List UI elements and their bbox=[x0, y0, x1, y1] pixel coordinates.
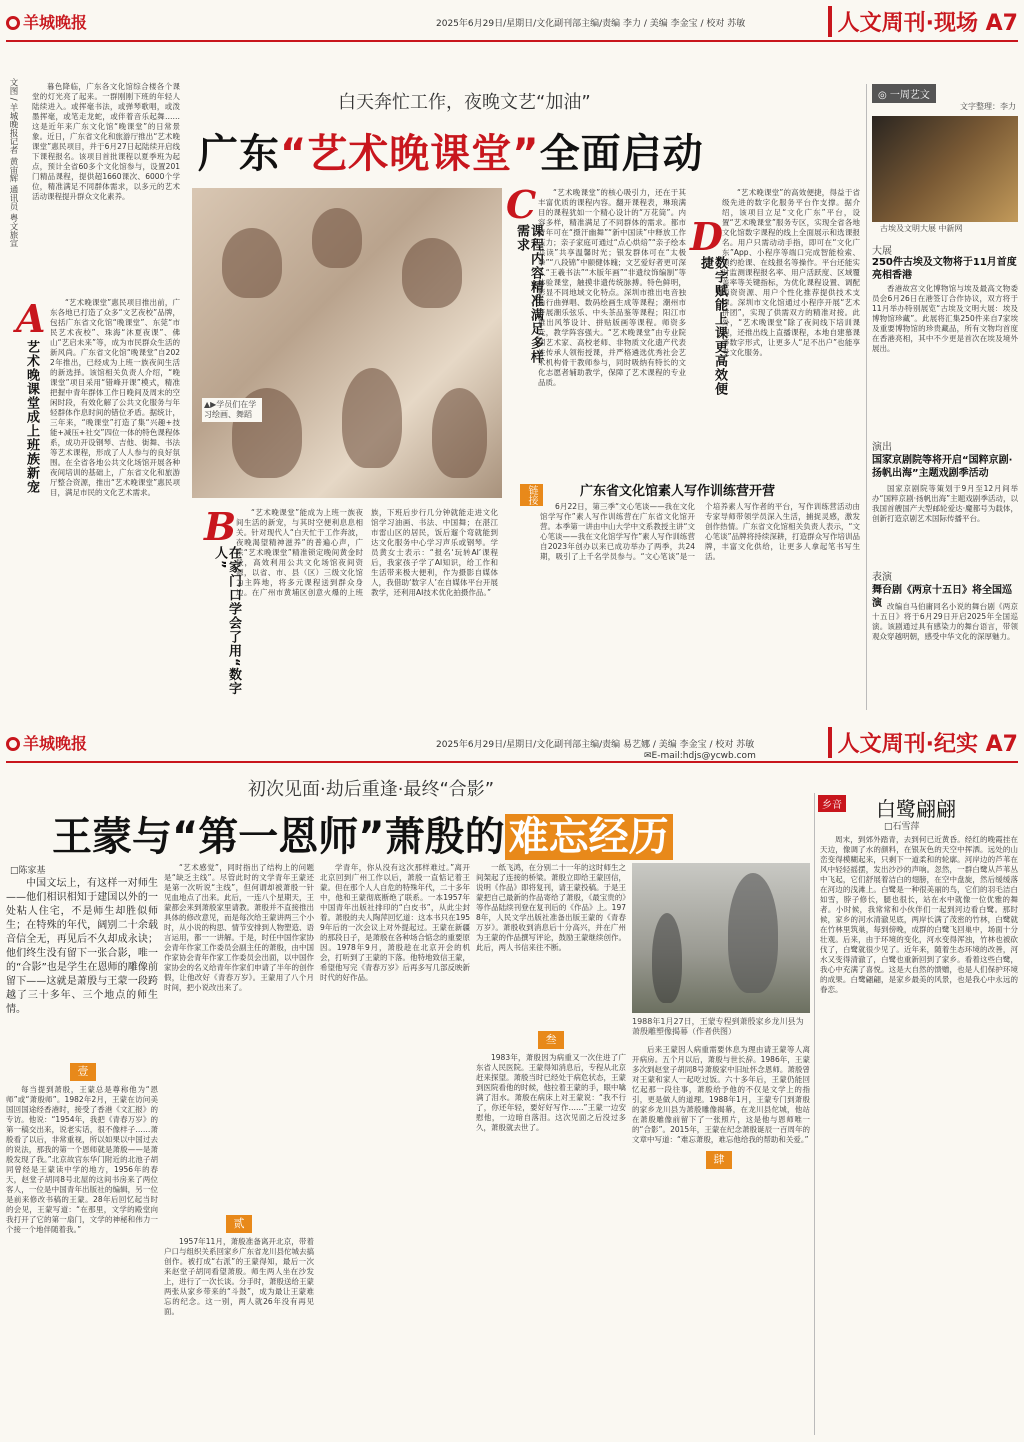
chapter-marker: 壹 bbox=[70, 1063, 96, 1081]
dateline: 2025年6月29日/星期日/文化副刊部主编/责编 易艺娜 / 美编 李金宝 / 校对 苏敏 bbox=[436, 740, 755, 750]
chapter-three-text: 1983年，萧殷因为病重又一次住进了广东省人民医院。王蒙得知消息后，专程从北京赶来探望。萧殷当时已经处于病危状态，王蒙到医院看他的时候，他拉着王蒙的手，眼中噙满了泪水。萧殷在病床上对王蒙说：“我不行了，你还年轻，要好好写作……”王蒙一边安慰他，一边暗自落泪。这次见面之后没过多久，萧殷就去世了。 bbox=[476, 1053, 626, 1132]
photo-caption: ▲▶学员们在学习绘画、舞蹈 bbox=[202, 398, 262, 422]
contact-email: ✉E-mail:hdjs@ycwb.com bbox=[644, 751, 756, 761]
section-title: 人文周刊·现场 A7 bbox=[828, 6, 1018, 37]
section-d-text: “艺术晚课堂”的高效便捷，得益于省级先进的数字化服务平台作支撑。据介绍，该项目立足“文化广东”平台，设置“艺术晚课堂”服务专区，实现全省各地文化馆数字课程的线上全面展示和选课报名。用户只需动动手指，即可在“文化广东”App、小程序等端口完成智能检索、预约抢课、在线报名等操作。平台还能实时监测课程报名率、用户活跃度、区域覆盖率等关键指标，为优化课程设置、调配师资资源、用户个性化推荐提供技术支撑。深圳市文化馆通过小程序开展“艺术拼团”，实现了供需双方的精准对接。此外，“艺术晚课堂”除了夜间线下培训课程，还推出线上直播课程，本地自建慕课等数字形式，让更多人“足不出户”也能享受文化服务。 bbox=[722, 188, 860, 357]
sidebar-editor: 文字整理：李力 bbox=[960, 102, 1016, 111]
chapter-two-end: 一纸飞鸿，在分别二十一年的这时师生之间架起了连接的桥梁。萧殷立即给王蒙回信，说明《作品》即将复刊，请王蒙投稿。于是王蒙把自己最新的作品寄给了萧殷，《最宝贵的》等作品陆续刊登在复刊后的《作品》上。1978年，人民文学出版社准备出版王蒙的《青春万岁》。萧殷收到消息后十分高兴，并在广州为王蒙的作品撰写评论，鼓励王蒙继续创作。此后，两人书信来往不断。 bbox=[476, 863, 626, 952]
sidebar-text: 香港故宫文化博物馆与埃及最高文物委员会6月26日在港签订合作协议，双方将于11月举办特别展览“古埃及文明大展：埃及博物馆珍藏”。此展将汇集250件来自7家埃及重要博物馆的珍贵藏品，所有文物均首度在香港亮相，其中不少更是首次在埃及境外展出。 bbox=[872, 284, 1018, 353]
newspaper-logo bbox=[6, 10, 87, 33]
essay-title: 白鹭翩翩 bbox=[876, 797, 956, 821]
intro-text: 暮色降临，广东各文化馆综合楼各个课堂的灯光亮了起来。一群刚刚下班的年轻人陆续进入。或挥毫书法，或弹琴歌唱，或泼墨挥毫，或笔走龙蛇，或伴着音乐起舞……这是近年来广东文化馆“晚课堂”的日常景象。近日，广东省文化和旅游厅推出“艺术晚课堂”惠民项目，并于6月27日起陆续开启线下课程报名。该项目首批课程以夏季班为起点，预计全省60多个文化馆参与，设置201门精品课程，提供超1660课次、6000个学位，精准满足不同群体需求，以多元的艺术活动课程提升群众文化素养。 bbox=[32, 82, 180, 201]
photo-caption: 1988年1月27日，王蒙专程到萧殷家乡龙川县为萧殷雕塑像揭幕（作者供图） bbox=[632, 1017, 804, 1036]
chapter-marker: 贰 bbox=[226, 1215, 252, 1233]
section-d-heading: 数字赋能上课更高效便捷 bbox=[698, 256, 727, 396]
sidebar-category: 表演 bbox=[872, 568, 892, 585]
page-header bbox=[6, 4, 1018, 42]
statue-photo bbox=[632, 863, 810, 1013]
sidebar-icon: ◎ bbox=[878, 90, 890, 101]
sidebar-photo-caption: 古埃及文明大展 中新网 bbox=[880, 224, 963, 233]
class-photo bbox=[192, 188, 502, 498]
sidebar-label: 乡音 bbox=[818, 795, 846, 812]
sidebar-category: 演出 bbox=[872, 438, 892, 455]
section-a-heading: 艺术晚课堂成上班族新宠 bbox=[24, 340, 39, 494]
main-title: 广东“艺术晚课堂”全面启动 bbox=[198, 131, 704, 177]
byline: □陈家基 bbox=[10, 866, 46, 876]
sidebar-photo bbox=[872, 116, 1018, 222]
chapter-four-text: 后来王蒙因人病重需要休息为理由请王蒙等人离开病房。五个月以后，萧殷与世长辞。1986年，王蒙多次到赵堂子胡同8号萧殷家中旧址怀念恩师。萧殷曾对王蒙和家人一起吃过饭。六十多年后，王蒙仍能回忆起那一段往事，萧殷给予他的不仅是文学上的指引，更是做人的道理。1988年1月，王蒙专门到萧殷的家乡龙川县为萧殷雕像揭幕，在龙川县佗城，他站在萧殷雕像前留下了一张照片，这是他与恩师唯一的“合影”。2015年，王蒙在纪念萧殷诞辰一百周年的文章中写道：“难忘萧殷，难忘他给我的帮助和关爱。” bbox=[632, 1045, 810, 1144]
newspaper-logo bbox=[6, 731, 87, 754]
chapter-one-text: 每当提到萧殷，王蒙总是尊称他为“恩师”或“萧殷师”。1982年2月，王蒙在访问美国回国途经香港时，接受了香港《文汇报》的专访。他说：“1954年，我把《青春万岁》的第一稿交出来，说老实话，很不像样子……萧殷看了以后，非常重视，所以如果以中国过去的说法，那我的第一个恩师就是萧殷——是萧殷发现了我。”北京故宫东华门附近的北池子胡同曾经是王蒙读中学的地方，1956年的春天，赵堂子胡同8号北屋的这间书房来了两位客人，一位是中国青年出版社的编辑，另一位是前来修改书稿的王蒙。28年后回忆起当时的会见，王蒙写道：“在那里，文学的殿堂向我打开了它的第一扇门，文学的神秘和伟力一个接一个地伴随着我。” bbox=[6, 1085, 158, 1234]
section-a-letter: A bbox=[16, 296, 46, 341]
section-c-letter: C bbox=[506, 182, 537, 227]
essay-author: □石雪萍 bbox=[884, 822, 920, 832]
logo-text: 羊城晚报 bbox=[23, 734, 88, 753]
sidebar-headline: 250件古埃及文物将于11月首度亮相香港 bbox=[872, 257, 1017, 281]
sidebar-headline: 舞台剧《两京十五日》将全国巡演 bbox=[872, 585, 1012, 609]
section-d-letter: D bbox=[690, 214, 723, 259]
section-b-heading: 在家门口学会了用“数字人” bbox=[212, 546, 241, 696]
logo-icon bbox=[6, 16, 20, 30]
dateline: 2025年6月29日/星期日/文化副刊部主编/责编 李力 / 美编 李金宝 / 校对 苏敏 bbox=[436, 19, 746, 29]
lead-paragraph: 中国文坛上，有这样一对师生——他们相识相知于建国以外的一处粘人住宅，不是师生却胜似师生；在特殊的年代，阔别二十余载音信全无，再见后不久却成永诀；他们终生没有留下一张合影，唯一的“合影”也是学生在恩师的雕像前留下——这就是萧殷与王蒙一段跨越了三十多年、三个地点的师生情。 bbox=[6, 878, 158, 1015]
section-c-heading: 课程内容精准满足多样需求 bbox=[514, 224, 543, 364]
byline-vertical: 文图 / 羊城晚报记者 黄宙辉 通讯员 粤文旅宣 bbox=[8, 78, 18, 248]
section-c-text: “艺术晚课堂”的核心吸引力，还在于其丰富优质的课程内容。翻开课程表，琳琅满目的课程犹如一个精心设计的“万花筒”。内容多样，精准满足了不同群体的需求。都市青年可在“摄汗幽舞”“新中国读”中释放工作压力；亲子家庭可通过“点心烘焙”“亲子绘本共读”共享温馨时光；银发群体可在“太极拳”“八段锦”中颐健体魄；文艺爱好者更可深入“王羲书法”“木版年画”“非遗纹饰编制”等体验课堂，触摸非遗传统脉搏。特色鲜明，彰显不同地域文化特点。深圳市推出电音独角行曲弹唱、数码绘画生成等课程；潮州市开展潮乐弦乐、中头茶品鉴等课程；阳江市推出风筝设计、拼贴版画等课程。师资多元，教学阵容强大。“艺术晚课堂”由专业院团艺术家、高校老师、非物质文化遗产代表性传承人领衔授课，并严格遴选优秀社会艺术机构骨干教师参与，同时吸纳有特长的文化志愿者辅助教学，保障了艺术课程的专业品质。 bbox=[538, 188, 686, 387]
section-a-text: “艺术晚课堂”惠民项目推出前，广东各地已打造了众多“文艺夜校”品牌，包括广东省文化馆“晚课堂”、东莞“市民艺术夜校”、珠海“沐夏夜课”、佛山“艺启未来”等，成为市民群众生活的新风尚。广东省文化馆“晚课堂”自2022年推出，已经成为上班一族夜间生活的新选择。该馆相关负责人介绍，“晚课堂”项目采用“错峰开课”模式，精准把握中青年群体工作日晚间及周末的空闲时段，有效化解了公共文化服务与年轻群体作息时间的错位矛盾。据统计，三年来，“晚课堂”打造了集“兴趣+技能+减压+社交”四位一体的特色课程体系，成功开设钢琴、吉他、街舞、书法等艺术课程，形成了人人参与的良好氛围。在全省各地公共文化场馆开展各种夜间培训的基础上，广东省文化和旅游厅整合资源，推出“艺术晚课堂”惠民项目，满足市民的文化艺术需求。 bbox=[50, 298, 180, 497]
section-b-letter: B bbox=[204, 504, 237, 549]
chapter-two-text: 1957年11月，萧殷准备离开北京，带着户口与组织关系回家乡广东省龙川县佗城去搞创作。被打成“右派”的王蒙得知，最后一次来赵堂子胡同看望萧殷。师生两人坐在沙发上，进行了一次长谈。分手时，萧殷送给王蒙两张从家乡带来的“斗鼓”，成为最让王蒙难忘的纪念。这一别，两人就26年没有再见面。 bbox=[164, 1237, 314, 1316]
column-divider bbox=[866, 84, 867, 710]
logo-icon bbox=[6, 737, 20, 751]
page-documentary bbox=[0, 721, 1024, 1442]
sidebar-label: ◎ 一周艺文 bbox=[872, 84, 936, 103]
subtitle: 白天奔忙工作，夜晚文艺“加油” bbox=[338, 92, 591, 113]
link-tag: 链接 bbox=[520, 484, 543, 506]
page-header bbox=[6, 725, 1018, 763]
chapter-marker: 肆 bbox=[706, 1151, 732, 1169]
main-title: 王蒙与“第一恩师”萧殷的 难忘经历 bbox=[52, 805, 673, 862]
sidebar-text: 改编自马伯庸同名小说的舞台剧《两京十五日》将于6月29日开启2025年全国巡演。该剧通过具有感染力的舞台语言，带领观众穿越明朝，感受中华文化的深厚魅力。 bbox=[872, 602, 1018, 641]
column-divider bbox=[814, 793, 815, 1435]
chapter-marker: 叁 bbox=[538, 1031, 564, 1049]
subtitle: 初次见面·劫后重逢·最终“合影” bbox=[248, 779, 495, 800]
chapter-two-continued: 学青年，你从没有这次那样难过。”离开北京回到广州工作以后，萧殷一直惦记着王蒙。但在那个人人自危的特殊年代，二十多年中，他和王蒙彻底断绝了联系。一本1957年中国青年出版社排印的“白皮书”，从此尘封着。萧殷的夫人陶萍回忆道：这本书只在1959年后的一次会议上对外提起过。王蒙在新疆的那段日子，是萧殷在各种场合惦念的重要原因。1978年9月，萧殷趁在北京开会的机会，打听到了王蒙的下落。他特地致信王蒙，希望他写完《青春万岁》后再多写几部反映新时代的好作品。 bbox=[320, 863, 470, 982]
link-text: 6月22日，第三季“文心笔谈——我在文化馆学写作”素人写作训练营在广东省文化馆开营。本季第一讲由中山大学中文系教授主讲“文心笔谈——我在文化馆学写作”素人写作训练营自2023年创办以来已成功举办了两季，共24期，吸引了上千名学员参与。“文心笔谈”是一个培养素人写作者的平台，写作训练营活动由专家导师带领学员深入生活，捕捉灵感，激发创作热情。广东省文化馆相关负责人表示，“文心笔谈”品牌将持续深耕，打造群众写作培训品牌，丰富文化供给，让更多人拿起笔书写生活。 bbox=[540, 502, 860, 561]
sidebar-category: 大展 bbox=[872, 242, 892, 259]
link-headline: 广东省文化馆素人写作训练营开营 bbox=[580, 484, 776, 499]
mail-icon: ✉ bbox=[644, 751, 652, 761]
sidebar-headline: 国家京剧院等将开启“国粹京剧·扬帆出海”主题戏剧季活动 bbox=[872, 455, 1013, 479]
chapter-one-continued: “艺术感觉”，同时指出了结构上的问题是“缺乏主线”。尽管此时的文学青年王蒙还是第一次听说“主线”，但何谓却被萧殷一针见血地点了出来。此后，一连八个星期天，王蒙都会来到萧殷家里请教。萧殷并不直接推出具体的修改意见，而是每次给王蒙讲两三个小时，从小说的构思、情节安排到人物塑造、语言运用，都一一讲解。于是，时任中国作家协会青年作家工作委员会副主任的萧殷，由中国作家协会青年作家工作委员会出面，以中国作家协会的名义给青年作家们申请了半年的创作假，让他改好《青春万岁》。王蒙用了八个月时间，把小说改出来了。 bbox=[164, 863, 314, 992]
section-b-text: “艺术晚课堂”能成为上班一族夜间生活的新宠，与其时空便利息息相关。针对现代人“白天忙于工作奔波，夜晚渴望精神滋养”的普遍心声，广东“艺术晚课堂”精准锁定晚间黄金时段，高效利用公共文化场馆夜间资源，以省、市、县（区）三级文化馆为主阵地，将多元课程送到群众身边。在广州市黄埔区创意火爆的上班族，下班后步行几分钟就能走进文化馆学习油画、书法、中国舞；在湛江市雷山区的居民，饭后遛个弯就能到达文化服务中心学习声乐或钢琴。学员黄女士表示：“报名‘玩转AI’课程后，我家孩子学了AI知识，给工作和生活带来极大便利，作为摄影自媒体人，我借助‘数字人’在自媒体平台开展教学，还利用AI技术优化拍摄作品。” bbox=[236, 508, 498, 597]
essay-text: 周末，到郊外踏青，去到何已近黄昏。经红的晚霞挂在天边，像调了水的颜料，在银灰色的天空中挥洒。远处的山峦变得模糊起来，只剩下一道柔和的轮廓。河岸边的芦苇在风中轻轻摇摆，发出沙沙的声响。忽然，一群白鹭从芦苇丛中飞起，它们舒展着洁白的翅膀，在空中盘旋，然后缓缓落在河边的浅滩上。白鹭是一种很美丽的鸟，它们的羽毛洁白如雪，脖子修长，腿也很长，站在水中就像一位优雅的舞者。小时候，我常常和小伙伴们一起到河边看白鹭。那时候，家乡的河水清澈见底，两岸长满了茂密的竹林，白鹭就在竹林里筑巢，每到傍晚，成群的白鹭飞回巢中，场面十分壮观。后来，由于环境的变化，河水变得浑浊，竹林也被砍伐了，白鹭就很少见了。近年来，随着生态环境的改善，河水又变得清澈了，白鹭也重新回到了家乡。看着这些白鹭，我心中充满了喜悦。这是大自然的馈赠，也是人们保护环境的成果。白鹭翩翩，是家乡最美的风景，也是我心中永远的眷恋。 bbox=[820, 835, 1018, 994]
section-title: 人文周刊·纪实 A7 bbox=[828, 727, 1018, 758]
sidebar-text: 国家京剧院等策划于9月至12月间举办“国粹京剧·扬帆出海”主题戏剧季活动，以我国首艘国产大型邮轮爱达·魔都号为载体，创新打造京剧艺术国际传播平台。 bbox=[872, 484, 1018, 523]
logo-text: 羊城晚报 bbox=[23, 13, 88, 32]
